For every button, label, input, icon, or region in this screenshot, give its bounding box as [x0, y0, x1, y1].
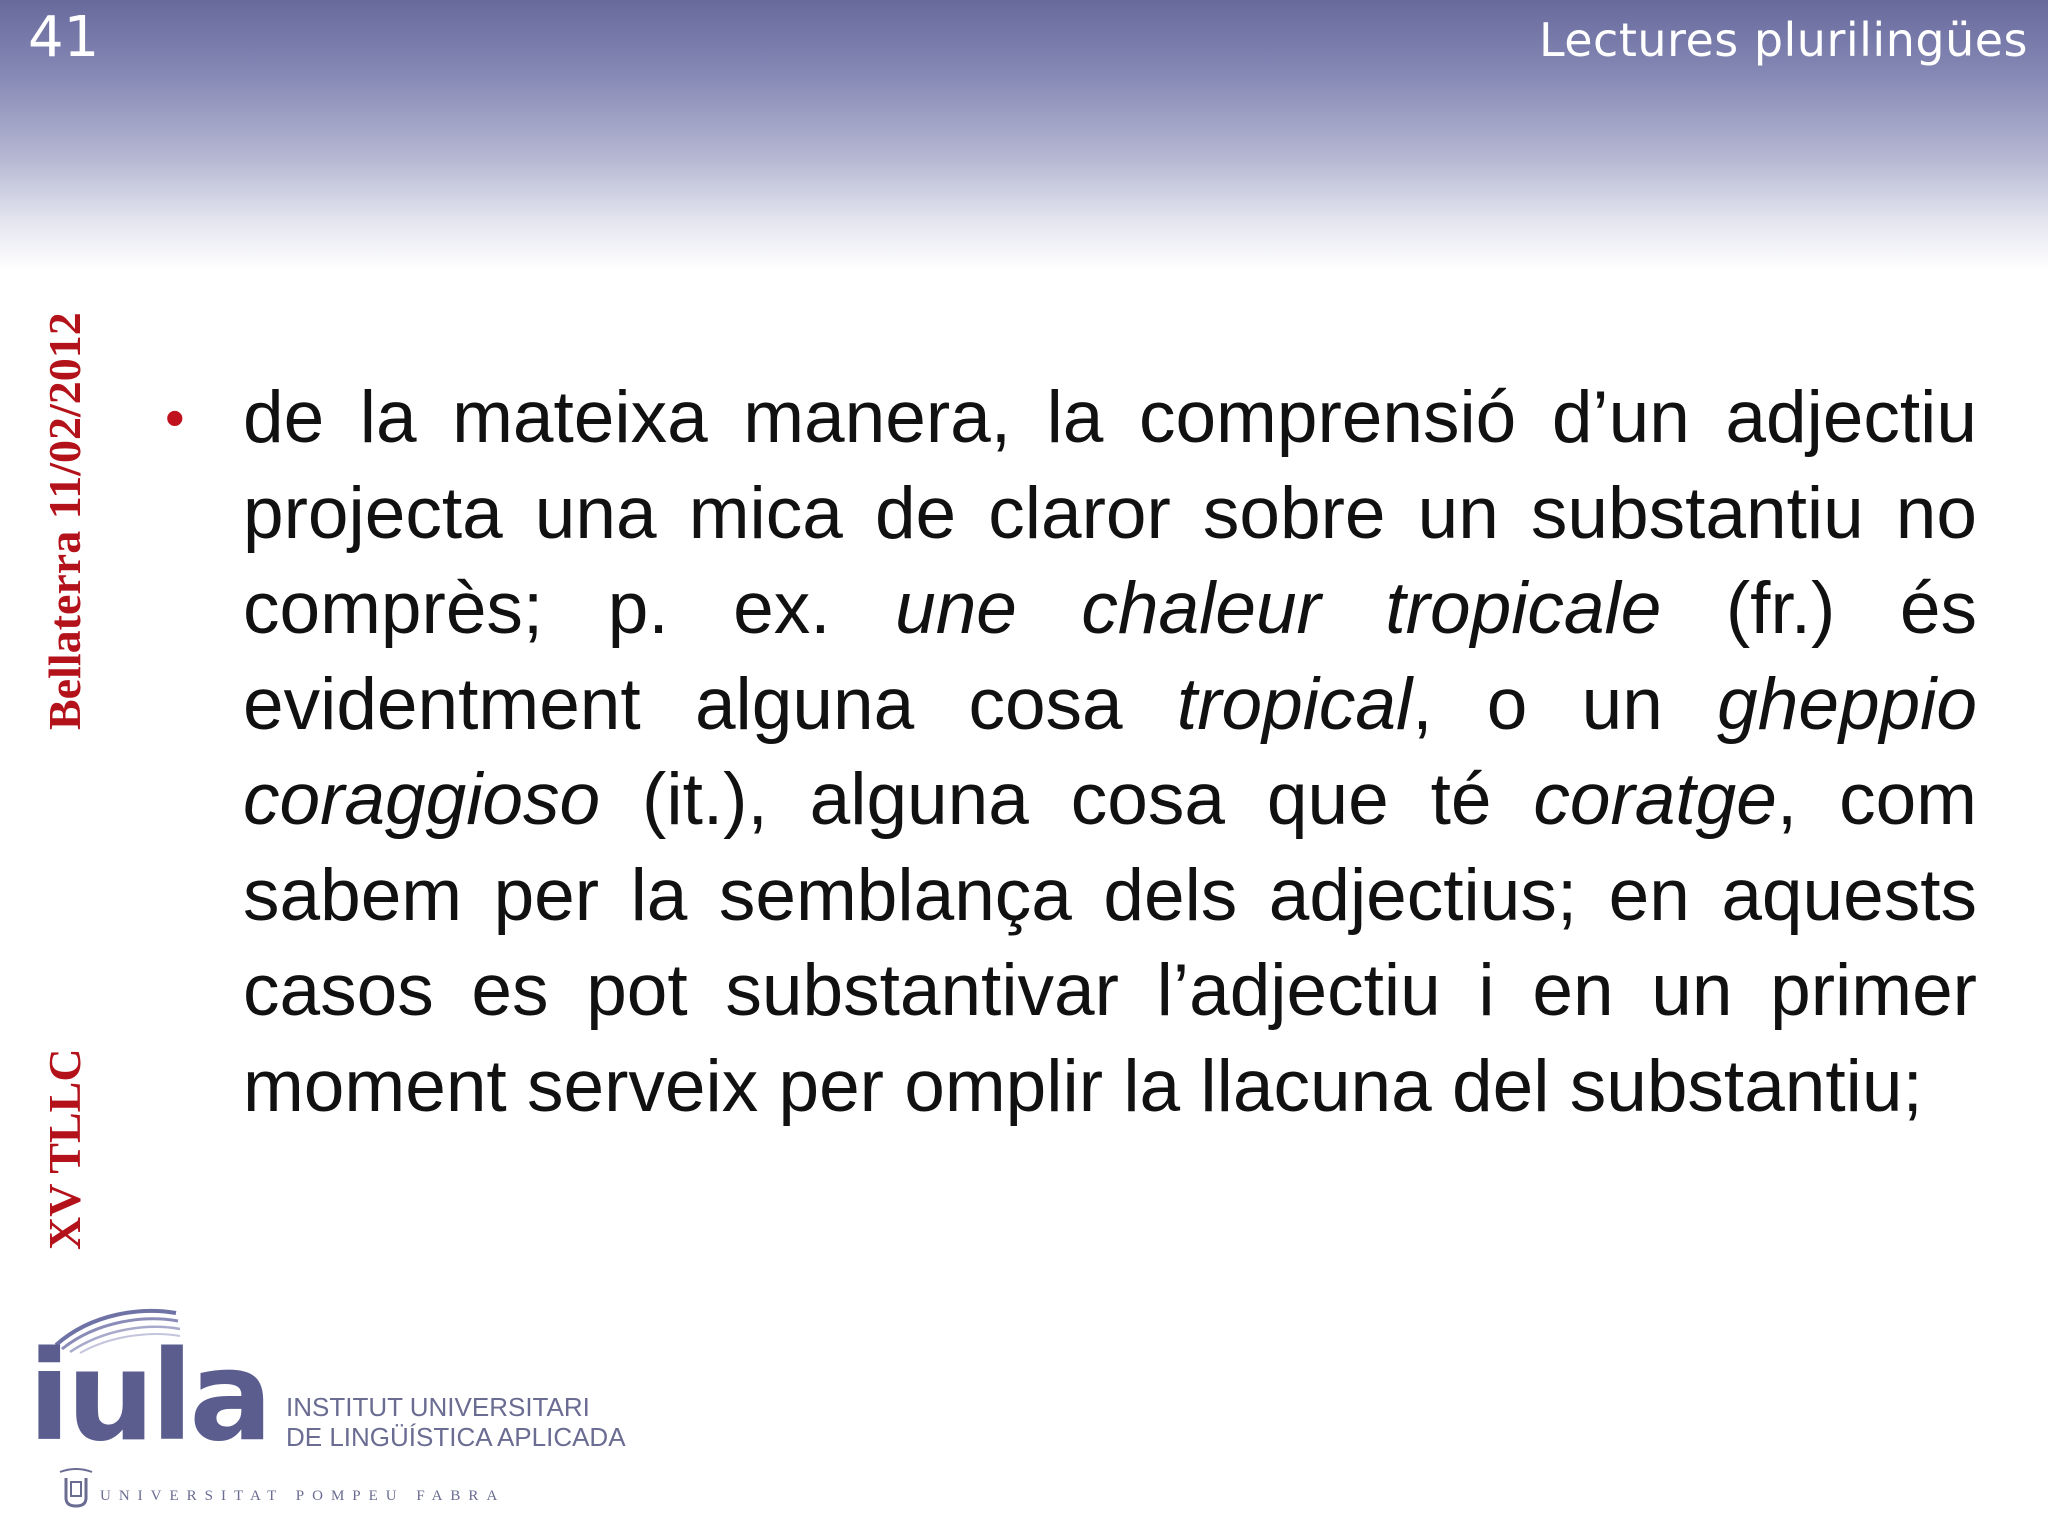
university-name: UNIVERSITAT POMPEU FABRA	[100, 1488, 506, 1504]
iula-wordmark: iula	[28, 1325, 269, 1469]
body-text-segment: de la mateixa manera, la comprensió d’un adjectiu projecta una mica de claror sobre un substantiu no comprès; p. ex.	[243, 377, 1977, 649]
bullet-icon: •	[165, 386, 185, 449]
body-text-segment: , com sabem per la semblança dels adjectius; en aquests casos es pot substantivar l’adjectiu i en un primer moment serveix per omplir la llacuna del substantiu;	[243, 759, 1977, 1127]
italic-example-text: une chaleur tropicale	[895, 568, 1662, 649]
bullet-item	[165, 370, 1977, 1134]
slide-number: 41	[28, 5, 100, 70]
institute-name-line1: INSTITUT UNIVERSITARI	[286, 1392, 590, 1422]
italic-example-text: gheppio coraggioso	[243, 663, 1977, 840]
body-text-segment: , o un	[1412, 663, 1718, 745]
italic-example-text: tropical	[1176, 663, 1413, 745]
sidebar-date-label: Bellaterra 11/02/2012	[39, 312, 90, 730]
body-text-segment: (it.), alguna cosa que té	[600, 759, 1534, 840]
bullet-text	[243, 370, 1977, 1134]
body-text-segment: (fr.) és evidentment alguna cosa	[243, 568, 1977, 745]
upf-logo-icon	[56, 1468, 96, 1510]
italic-example-text: coratge	[1533, 759, 1777, 840]
slide-title: Lectures plurilingües	[1538, 13, 2028, 67]
slide-content	[165, 370, 1977, 1134]
institute-name-line2: DE LINGÜÍSTICA APLICADA	[286, 1422, 626, 1452]
sidebar-event-label: XV TLLC	[39, 1048, 90, 1250]
